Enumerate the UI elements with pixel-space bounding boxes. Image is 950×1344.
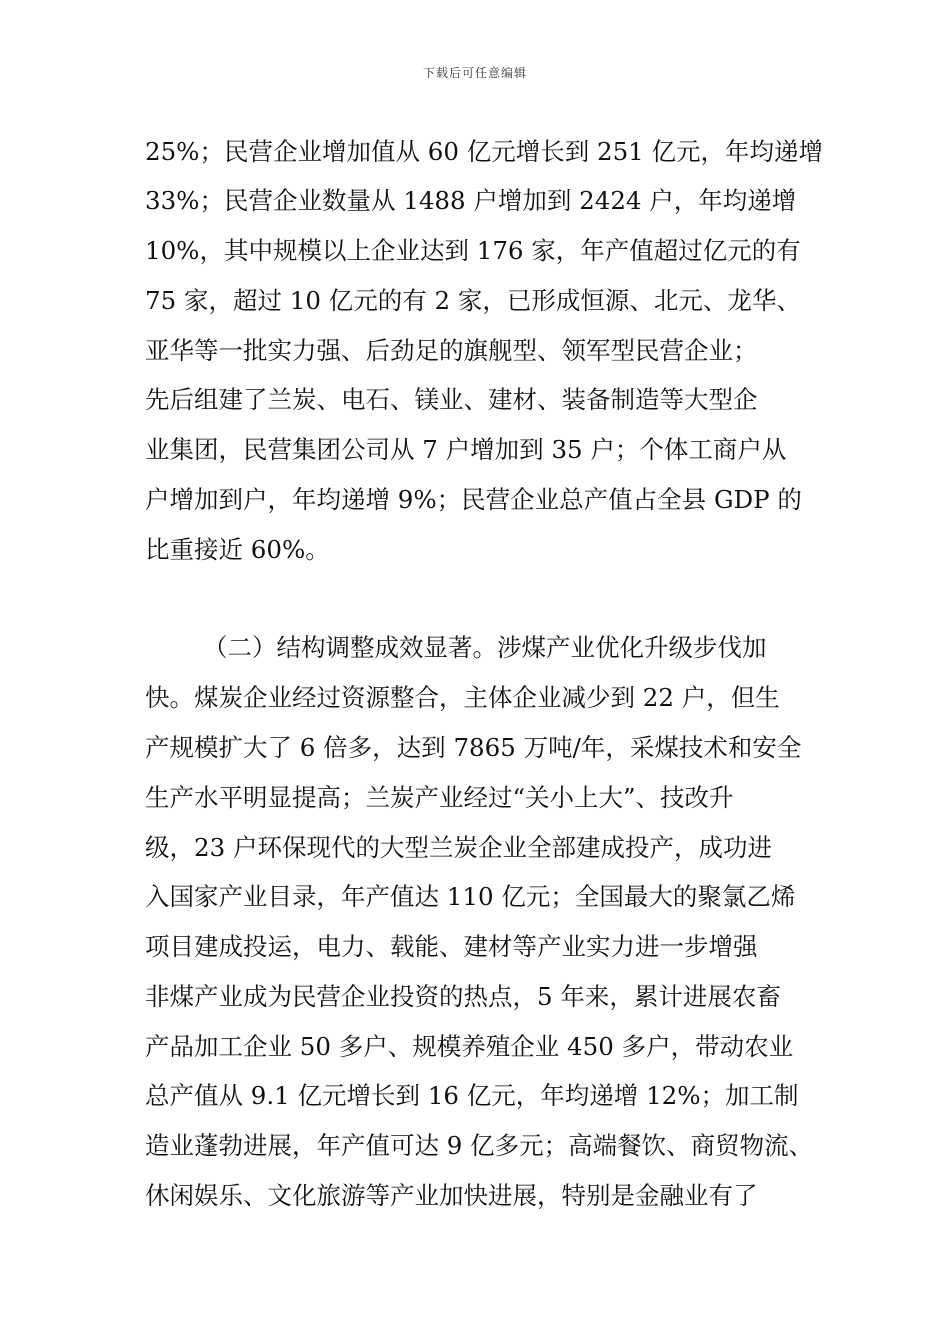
text-line: 项目建成投运，电力、载能、建材等产业实力进一步增强 (145, 932, 758, 961)
text-line: 休闲娱乐、文化旅游等产业加快进展，特别是金融业有了 (145, 1181, 758, 1210)
text-line: 亚华等一批实力强、后劲足的旗舰型、领军型民营企业； (145, 336, 758, 365)
page-header: 下载后可任意编辑 (422, 66, 527, 80)
text-line: 产规模扩大了 6 倍多，达到 7865 万吨/年，采煤技术和安全 (145, 733, 802, 762)
text-line: 25%；民营企业增加值从 60 亿元增长到 251 亿元，年均递增 (145, 137, 824, 166)
text-line: 级，23 户环保现代的大型兰炭企业全部建成投产，成功进 (145, 833, 772, 862)
text-line: 10%，其中规模以上企业达到 176 家，年产值超过亿元的有 (145, 236, 801, 265)
text-line: 生产水平明显提高；兰炭产业经过“关小上大”、技改升 (145, 783, 734, 812)
text-line-indent: （二）结构调整成效显著。涉煤产业优化升级步伐加 (203, 633, 767, 662)
text-line: 业集团，民营集团公司从 7 户增加到 35 户；个体工商户从 (145, 435, 787, 464)
text-line: 75 家，超过 10 亿元的有 2 家，已形成恒源、北元、龙华、 (145, 286, 801, 315)
text-line: 户增加到户，年均递增 9%；民营企业总产值占全县 GDP 的 (145, 485, 802, 514)
text-line: 33%；民营企业数量从 1488 户增加到 2424 户，年均递增 (145, 186, 797, 215)
text-line: 入国家产业目录，年产值达 110 亿元；全国最大的聚氯乙烯 (145, 882, 796, 911)
text-line: 非煤产业成为民营企业投资的热点，5 年来，累计进展农畜 (145, 982, 781, 1011)
text-line: 产品加工企业 50 多户、规模养殖企业 450 多户，带动农业 (145, 1032, 794, 1061)
text-line: 比重接近 60%。 (145, 535, 330, 564)
text-line: 总产值从 9.1 亿元增长到 16 亿元，年均递增 12%；加工制 (145, 1081, 799, 1110)
text-line: 先后组建了兰炭、电石、镁业、建材、装备制造等大型企 (145, 385, 758, 414)
text-line: 快。煤炭企业经过资源整合，主体企业减少到 22 户，但生 (145, 683, 780, 712)
text-line: 造业蓬勃进展，年产值可达 9 亿多元；高端餐饮、商贸物流、 (145, 1131, 814, 1160)
